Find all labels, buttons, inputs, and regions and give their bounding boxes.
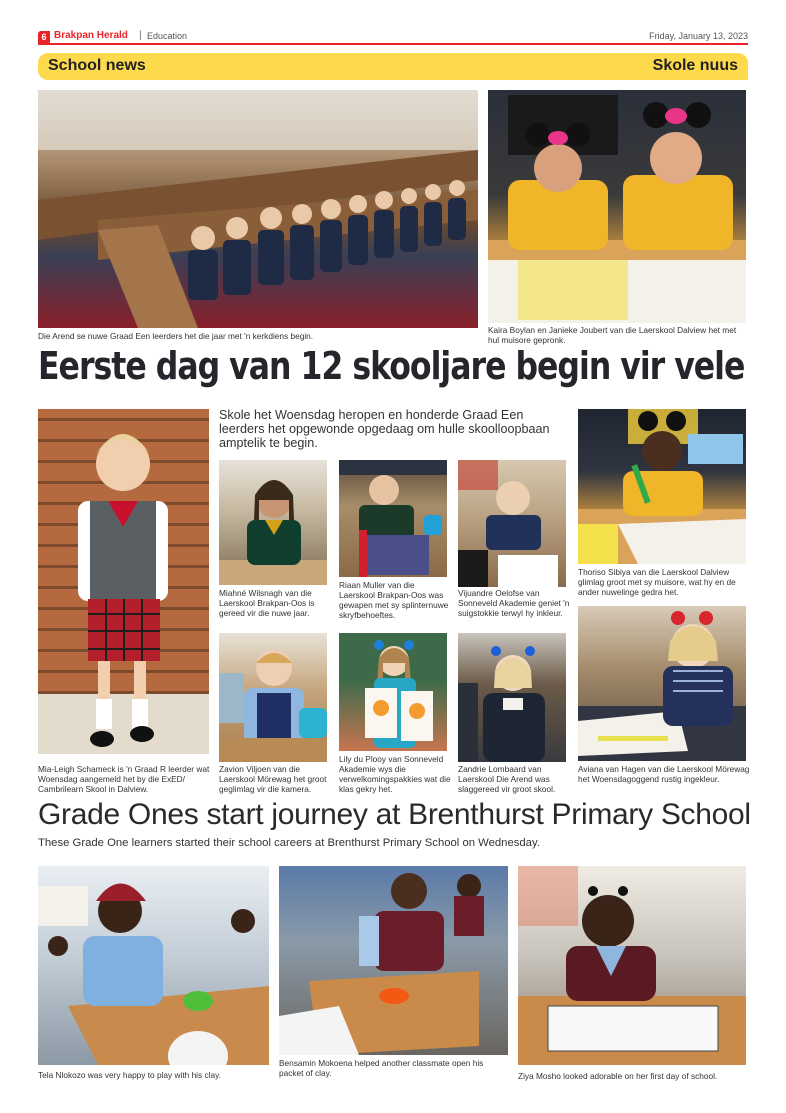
section-name: Education <box>147 31 188 41</box>
caption-riaan: Riaan Muller van die Laerskool Brakpan-Oos was gewapen met sy splinternuwe skryfbehoeftes. <box>339 580 449 620</box>
boy-stationery-image <box>339 460 447 577</box>
caption-mia-leigh: Mia-Leigh Schameck is 'n Graad R leerder wat Woensdag aangemeld het by die ExED/ Cambrilearn Skool in Dalview. <box>38 764 210 794</box>
caption-zandrie: Zandrie Lombaard van Laerskool Die Arend was slaggereed vir groot skool. <box>458 764 556 794</box>
photo-aviana <box>578 606 746 761</box>
caption-church-service: Die Arend se nuwe Graad Een leerders het die jaar met 'n kerkdiens begin. <box>38 331 314 341</box>
girl-brick-wall-image <box>38 409 209 754</box>
photo-vijuandre <box>458 460 566 587</box>
paper-name: Brakpan Herald <box>54 30 128 41</box>
caption-mouse-ears: Kaira Boylan en Janieke Joubert van die Laerskool Dalview het met hul muisore gepronk. <box>488 325 737 345</box>
photo-bensamin <box>279 866 508 1055</box>
masthead-separator: | <box>139 30 142 41</box>
section-banner <box>38 53 748 80</box>
caption-vijuandre: Vijuandre Oelofse van Sonneveld Akademie geniet 'n suigstokkie terwyl hy inkleur. <box>458 588 570 618</box>
boy-colouring-image <box>458 460 566 587</box>
caption-lily: Lily du Plooy van Sonneveld Akademie wys die verwelkomingspakkies wat die klas gekry het. <box>339 754 451 794</box>
boy-clay-image <box>38 866 269 1065</box>
banner-title-afrikaans: Skole nuus <box>652 57 738 74</box>
photo-thoriso <box>578 409 746 564</box>
caption-tela: Tela Nlokozo was very happy to play with his clay. <box>38 1070 221 1080</box>
caption-zavion: Zavion Viljoen van die Laerskool Mörewag het groot geglimlag vir die kamera. <box>219 764 327 794</box>
caption-miahne: Miahné Wilsnagh van die Laerskool Brakpan-Oos is gereed vir die nuwe jaar. <box>219 588 315 618</box>
headline-english: Grade Ones start journey at Brenthurst Primary School <box>38 798 751 831</box>
intro-english: These Grade One learners started their school careers at Brenthurst Primary School on Wednesday. <box>38 837 540 849</box>
photo-lily <box>339 633 447 751</box>
photo-ziya <box>518 866 746 1065</box>
intro-afrikaans: Skole het Woensdag heropen en honderde Graad Een leerders het opgewonde opgedaag om hulle skoolloopbaan amptelik te begin. <box>219 408 550 450</box>
headline-afrikaans: Eerste dag van 12 skooljare begin vir vele <box>38 344 745 388</box>
girl-welcome-packs-image <box>339 633 447 751</box>
girl-first-day-image <box>518 866 746 1065</box>
church-pews-image <box>38 90 478 328</box>
banner-title-english: School news <box>48 57 146 74</box>
caption-bensamin: Bensamin Mokoena helped another classmate open his packet of clay. <box>279 1058 484 1078</box>
caption-ziya: Ziya Mosho looked adorable on her first day of school. <box>518 1071 718 1081</box>
photo-mia-leigh <box>38 409 209 754</box>
caption-thoriso: Thoriso Sibiya van die Laerskool Dalview glimlag groot met sy muisore, wat hy en de ander nuwelinge gedra het. <box>578 567 736 597</box>
photo-riaan <box>339 460 447 577</box>
masthead <box>38 31 748 45</box>
boy-clay-packet-image <box>279 866 508 1055</box>
girl-braids-image <box>219 460 327 585</box>
photo-church-service <box>38 90 478 328</box>
photo-tela <box>38 866 269 1065</box>
girl-colouring-image <box>578 606 746 761</box>
photo-zavion <box>219 633 327 762</box>
photo-miahne <box>219 460 327 585</box>
girls-mouse-ears-image <box>488 90 746 323</box>
page-number: 6 <box>38 31 50 43</box>
photo-mouse-ears <box>488 90 746 323</box>
caption-aviana: Aviana van Hagen van die Laerskool Mörewag het Woensdagoggend rustig ingekleur. <box>578 764 750 784</box>
boy-mouse-ears-image <box>578 409 746 564</box>
issue-date: Friday, January 13, 2023 <box>649 31 748 41</box>
boy-smiling-image <box>219 633 327 762</box>
photo-zandrie <box>458 633 566 762</box>
girl-uniform-image <box>458 633 566 762</box>
